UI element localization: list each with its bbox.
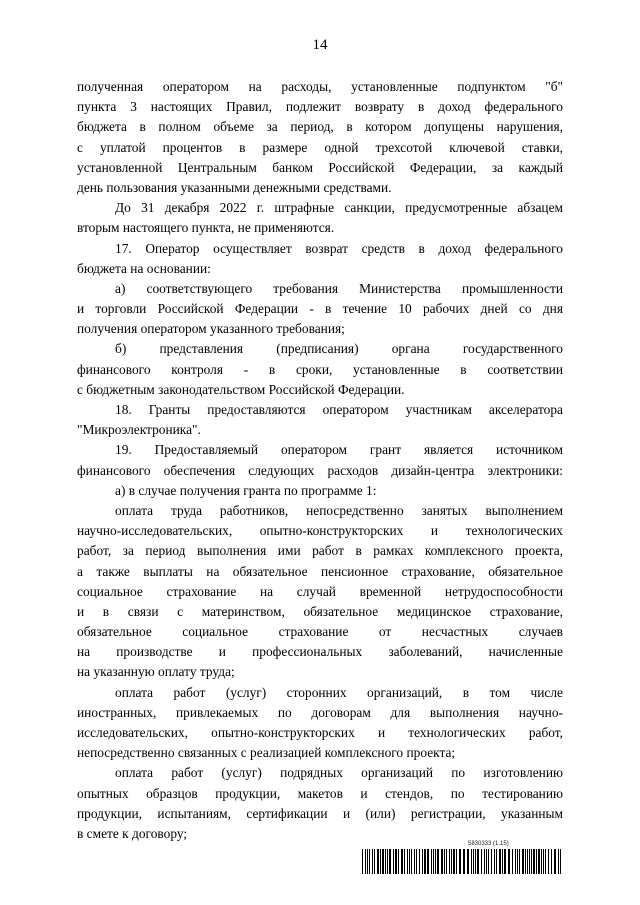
text-line: непосредственно связанных с реализацией комплексного проекта; [77,745,456,761]
text-line: а) соответствующего требования Министерства промышленности [115,280,563,296]
text-line: с уплатой процентов в размере одной трехсотой ключевой ставки, [77,139,563,155]
text-line: а) в случае получения гранта по программе 1: [115,482,377,498]
text-line: вторым настоящего пункта, не применяются. [77,220,335,236]
text-line: установленной Центральным банком Российской Федерации, за каждый [77,159,563,175]
text-line: оплата труда работников, непосредственно занятых выполнением [115,502,563,518]
text-line: пункта 3 настоящих Правил, подлежит возврату в доход федерального [77,99,563,115]
text-line: и торговли Российской Федерации - в течение 10 рабочих дней со дня [77,301,563,317]
text-line: бюджета на основании: [77,260,211,276]
text-line: исследовательских, опытно-конструкторских и технологических работ, [77,725,563,740]
text-line: на производстве и профессиональных заболеваний, начисленные [77,644,563,660]
text-line: бюджета в полном объеме за период, в котором допущены нарушения, [77,119,563,135]
text-line: иностранных, привлекаемых по договорам для выполнения научно- [77,704,563,720]
barcode-icon [362,849,564,874]
text-line: работ, за период выполнения ими работ в рамках комплексного проекта, [77,543,563,559]
text-line: полученная оператором на расходы, установленные подпунктом "б" [77,79,563,94]
text-line: день пользования указанными денежными средствами. [77,179,392,195]
text-line: финансового контроля - в сроки, установленные в соответствии [77,361,563,377]
text-line: б) представления (предписания) органа государственного [115,341,563,357]
page-number: 14 [312,37,328,53]
text-line: продукции, испытаниям, сертификации и (или) регистрации, указанным [77,805,563,821]
text-line: в смете к договору; [77,825,188,841]
text-line: а также выплаты на обязательное пенсионное страхование, обязательное [77,563,563,579]
document-code: 5830333 (1.15) [468,841,509,847]
text-line: "Микроэлектроника". [77,422,201,438]
text-line: опытных образцов продукции, макетов и стендов, по тестированию [77,785,563,801]
document-body [77,77,563,844]
text-line: с бюджетным законодательством Российской Федерации. [77,381,405,397]
text-line: научно-исследовательских, опытно-конструкторских и технологических [77,523,563,539]
text-line: на указанную оплату труда; [77,664,235,680]
text-line: оплата работ (услуг) подрядных организаций по изготовлению [115,765,563,781]
text-line: оплата работ (услуг) сторонних организаций, в том числе [115,684,563,700]
text-line: обязательное социальное страхование от несчастных случаев [77,624,563,640]
text-line: и в связи с материнством, обязательное медицинское страхование, [77,603,563,619]
text-line: 17. Оператор осуществляет возврат средств в доход федерального [115,240,563,256]
text-line: финансового обеспечения следующих расходов дизайн-центра электроники: [77,462,563,478]
text-line: получения оператором указанного требования; [77,321,345,337]
text-line: социальное страхование на случай временной нетрудоспособности [77,583,563,599]
text-line: 19. Предоставляемый оператором грант является источником [115,442,563,458]
text-line: 18. Гранты предоставляются оператором участникам акселератора [115,402,563,417]
text-line: До 31 декабря 2022 г. штрафные санкции, предусмотренные абзацем [115,200,563,216]
